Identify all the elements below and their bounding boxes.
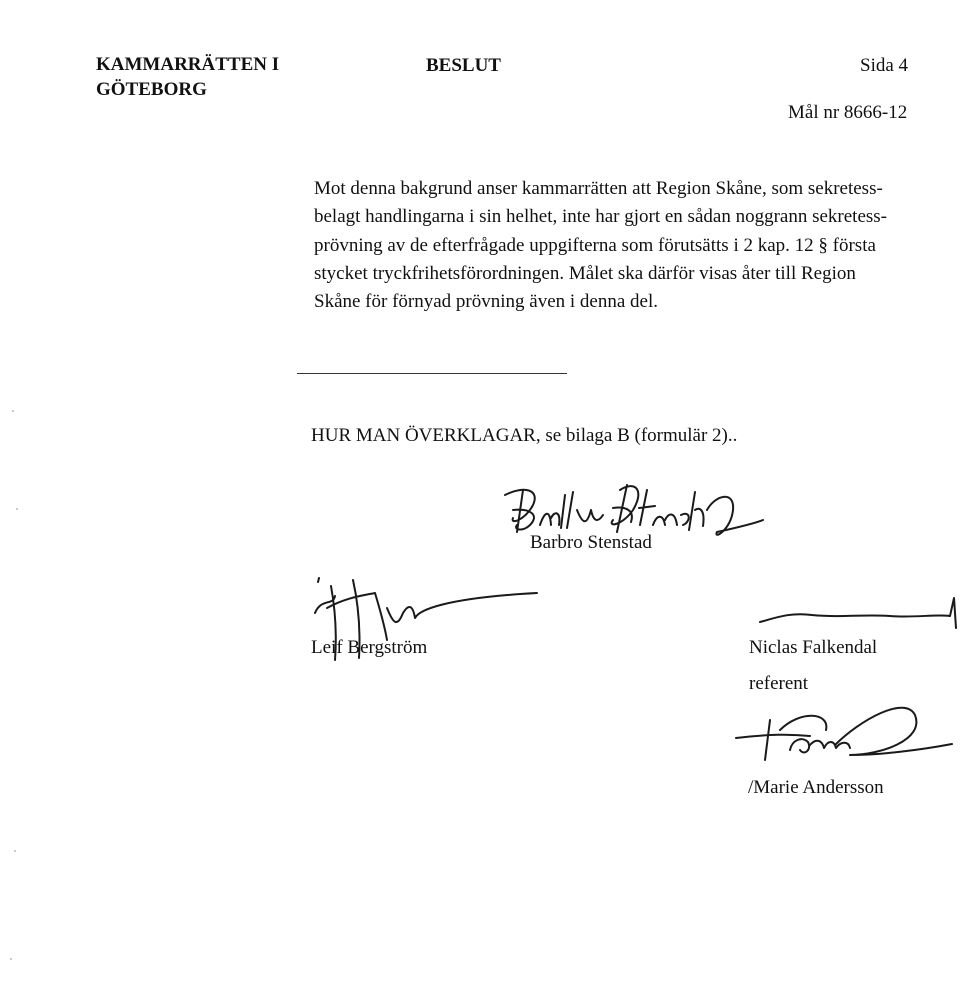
court-name	[96, 52, 279, 102]
decision-paragraph	[314, 175, 934, 316]
signer-role: referent	[749, 673, 809, 694]
scan-speck	[12, 410, 14, 412]
signature-leif-bergstrom	[305, 568, 545, 678]
signer-name: Niclas Falkendal	[749, 637, 878, 658]
paragraph-line: Mot denna bakgrund anser kammarrätten att Region Skåne, som sekretess-	[314, 178, 883, 199]
paragraph-line: belagt handlingarna i sin helhet, inte har gjort en sådan noggrann sekretess-	[314, 206, 887, 228]
scan-speck	[16, 508, 18, 510]
case-number: Mål nr 8666-12	[788, 102, 908, 123]
paragraph-line: Skåne för förnyad prövning även i denna del.	[314, 291, 659, 313]
court-name-line1: KAMMARRÄTTEN I	[96, 54, 280, 75]
scan-speck	[10, 958, 12, 960]
scan-speck	[14, 850, 16, 852]
court-name-line2: GÖTEBORG	[96, 79, 207, 100]
signature-marie-andersson	[730, 700, 955, 775]
signer-name: Barbro Stenstad	[530, 532, 652, 553]
page-number: Sida 4	[860, 55, 909, 76]
paragraph-line: prövning av de efterfrågade uppgifterna som förutsätts i 2 kap. 12 § första	[314, 234, 876, 256]
signer-name: /Marie Andersson	[748, 777, 884, 798]
signature-niclas-falkendal	[740, 590, 960, 635]
signer-name: Leif Bergström	[311, 637, 428, 658]
document-type: BESLUT	[426, 55, 501, 76]
separator-line	[297, 373, 567, 374]
paragraph-line: stycket tryckfrihetsförordningen. Målet ska därför visas åter till Region	[314, 262, 856, 284]
appeal-instructions: HUR MAN ÖVERKLAGAR, se bilaga B (formulär 2)..	[311, 425, 738, 446]
